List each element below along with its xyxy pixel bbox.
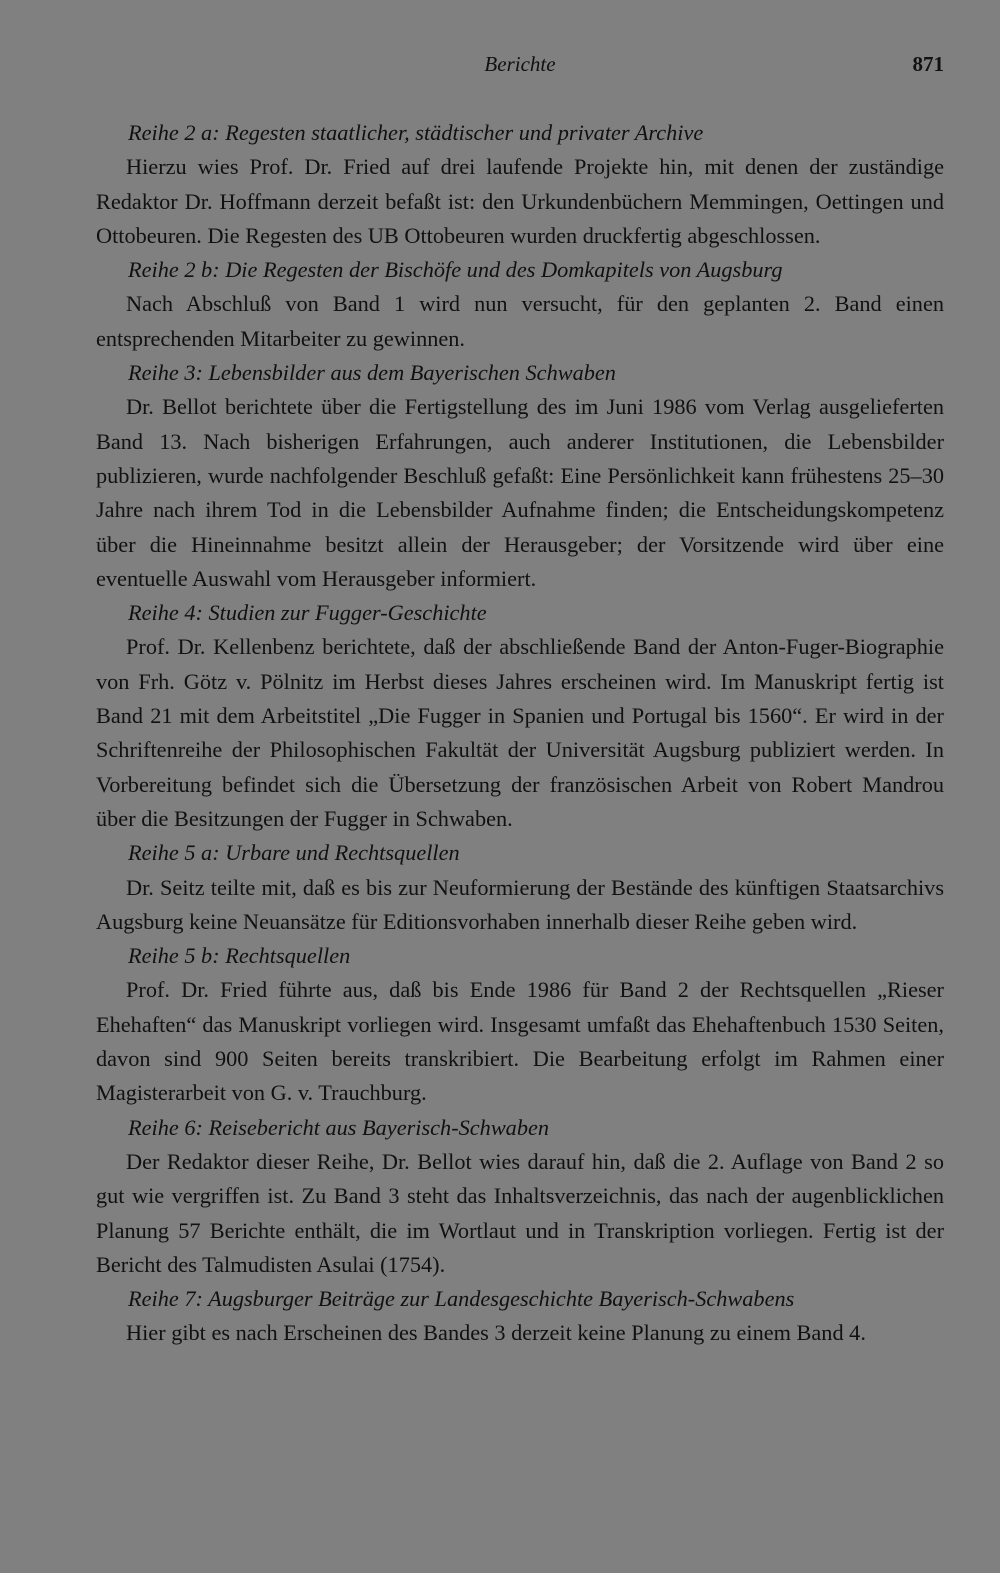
page-number: 871: [912, 52, 944, 76]
section-paragraph: Prof. Dr. Fried führte aus, daß bis Ende 1986 für Band 2 der Rechtsquellen „Rieser Ehehaften“ das Manuskript vorliegen wird. Insgesamt umfaßt das Ehehaftenbuch 1530 Seiten, davon sind 900 Seiten bereits transkribiert. Die Bearbeitung erfolgt im Rahmen einer Magisterarbeit von G. v. Trauchburg.: [96, 977, 944, 1106]
section-heading: Reihe 6: Reisebericht aus Bayerisch-Schwaben: [128, 1114, 550, 1140]
section-heading: Reihe 4: Studien zur Fugger-Geschichte: [128, 600, 487, 626]
running-head: Berichte: [484, 52, 556, 76]
section-heading: Reihe 5 b: Rechtsquellen: [128, 943, 351, 969]
section-heading: Reihe 2 b: Die Regesten der Bischöfe und des Domkapitels von Augsburg: [128, 257, 783, 283]
section-paragraph: Hierzu wies Prof. Dr. Fried auf drei laufende Projekte hin, mit denen der zuständige Redaktor Dr. Hoffmann derzeit befaßt ist: den Urkundenbüchern Memmingen, Oettingen und Ottobeuren. Die Regesten des UB Ottobeuren wurden druckfertig abgeschlossen.: [96, 154, 944, 248]
section-paragraph: Nach Abschluß von Band 1 wird nun versucht, für den geplanten 2. Band einen entsprechenden Mitarbeiter zu gewinnen.: [96, 291, 944, 351]
section-reihe-5b: [96, 939, 944, 1110]
section-paragraph: Hier gibt es nach Erscheinen des Bandes 3 derzeit keine Planung zu einem Band 4.: [126, 1320, 866, 1346]
section-reihe-2b: [96, 253, 944, 356]
section-paragraph: Prof. Dr. Kellenbenz berichtete, daß der abschließende Band der Anton-Fuger-Biographie von Frh. Götz v. Pölnitz im Herbst dieses Jahres erscheinen wird. Im Manuskript fertig ist Band 21 mit dem Arbeitstitel „Die Fugger in Spanien und Portugal bis 1560“. Er wird in der Schriftenreihe der Philosophischen Fakultät der Universität Augsburg publiziert werden. In Vorbereitung befindet sich die Übersetzung der französischen Arbeit von Robert Mandrou über die Besitzungen der Fugger in Schwaben.: [96, 634, 944, 831]
body-text: [96, 116, 944, 1351]
section-reihe-6: [96, 1111, 944, 1282]
section-heading: Reihe 7: Augsburger Beiträge zur Landesgeschichte Bayerisch-Schwabens: [128, 1286, 795, 1312]
section-heading: Reihe 5 a: Urbare und Rechtsquellen: [128, 840, 460, 866]
section-reihe-5a: [96, 836, 944, 939]
section-paragraph: Dr. Seitz teilte mit, daß es bis zur Neuformierung der Bestände des künftigen Staatsarchivs Augsburg keine Neuansätze für Editionsvorhaben innerhalb dieser Reihe geben wird.: [96, 874, 944, 934]
section-reihe-3: [96, 356, 944, 596]
section-reihe-7: [96, 1282, 944, 1351]
page-header: [96, 48, 944, 80]
section-reihe-4: [96, 596, 944, 836]
section-reihe-2a: [96, 116, 944, 253]
section-paragraph: Dr. Bellot berichtete über die Fertigstellung des im Juni 1986 vom Verlag ausgelieferten Band 13. Nach bisherigen Erfahrungen, auch anderer Institutionen, die Lebensbilder publizieren, wurde nachfolgender Beschluß gefaßt: Eine Persönlichkeit kann frühestens 25–30 Jahre nach ihrem Tod in die Lebensbilder Aufnahme finden; die Entscheidungskompetenz über die Hineinnahme besitzt allein der Herausgeber; der Vorsitzende wird über eine eventuelle Auswahl vom Herausgeber informiert.: [96, 394, 944, 591]
section-paragraph: Der Redaktor dieser Reihe, Dr. Bellot wies darauf hin, daß die 2. Auflage von Band 2 so gut wie vergriffen ist. Zu Band 3 steht das Inhaltsverzeichnis, das nach der augenblicklichen Planung 57 Berichte enthält, die im Wortlaut und in Transkription vorliegen. Fertig ist der Bericht des Talmudisten Asulai (1754).: [96, 1148, 944, 1277]
section-heading: Reihe 2 a: Regesten staatlicher, städtischer und privater Archive: [128, 120, 704, 145]
section-heading: Reihe 3: Lebensbilder aus dem Bayerischen Schwaben: [128, 360, 616, 386]
